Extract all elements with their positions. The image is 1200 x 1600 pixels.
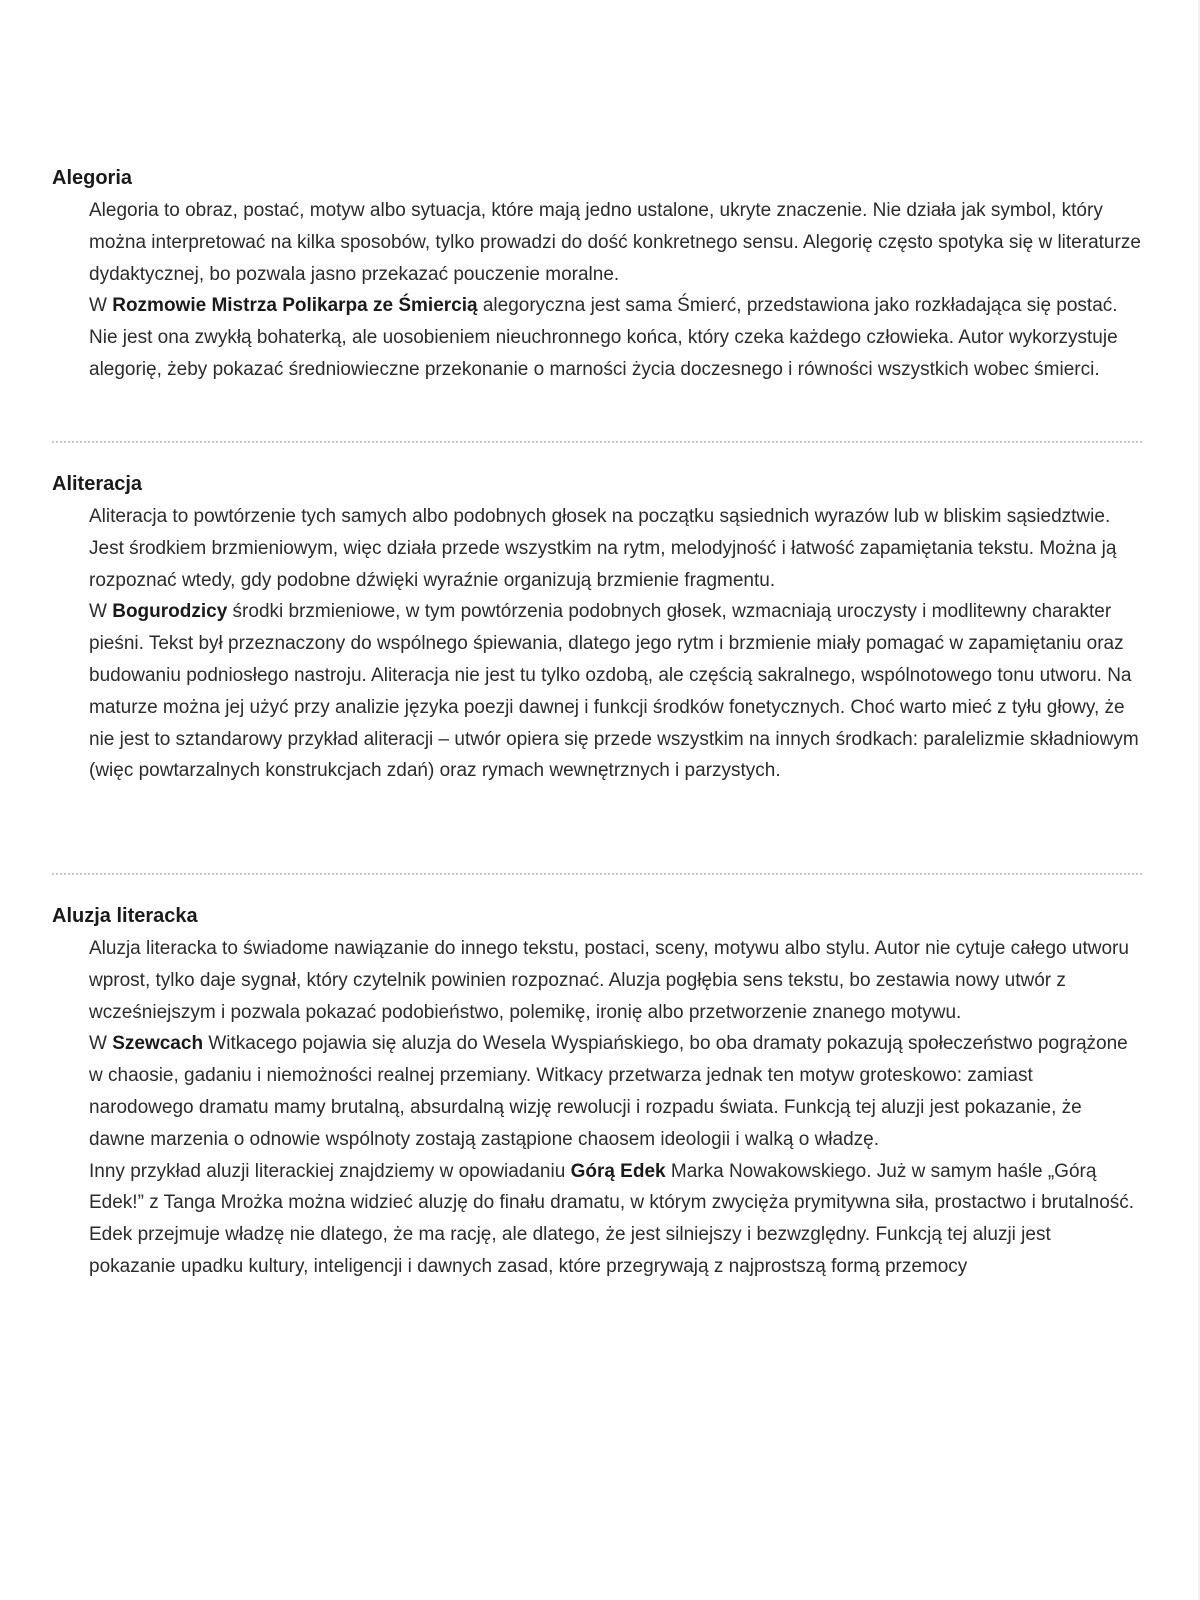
term-heading: Alegoria: [52, 167, 133, 189]
example-paragraph: [89, 596, 1142, 787]
glossary-entry-aliteracja: [52, 471, 1142, 787]
example-paragraph: [89, 290, 1142, 385]
term-definition: [89, 195, 1142, 386]
example-text: alegoryczna jest sama Śmierć, przedstawiona jako rozkładająca się postać. Nie jest ona zwykłą bohaterką, ale uosobieniem nieuchronnego końca, który czeka każdego człowieka. Autor wykorzystuje alegorię, żeby pokazać średniowieczne przekonanie o marności życia doczesnego i równości wszystkich wobec śmierci.: [89, 295, 1118, 380]
work-title: Bogurodzicy: [112, 601, 228, 623]
definition-paragraph: Aluzja literacka to świadome nawiązanie do innego tekstu, postaci, sceny, motywu albo stylu. Autor nie cytuje całego utworu wprost, tylko daje sygnał, który czytelnik powinien rozpoznać. Aluzja pogłębia sens tekstu, bo zestawia nowy utwór z wcześniejszym i pozwala pokazać podobieństwo, polemikę, ironię albo przetworzenie znanego motywu.: [89, 938, 1129, 1023]
example-text: środki brzmieniowe, w tym powtórzenia podobnych głosek, wzmacniają uroczysty i modlitewny charakter pieśni. Tekst był przeznaczony do wspólnego śpiewania, dlatego jego rytm i brzmienie miały pomagać w zapamiętaniu oraz budowaniu podniosłego nastroju. Aliteracja nie jest tu tylko ozdobą, ale częścią sakralnego, wspólnotowego tonu utworu. Na maturze można jej użyć przy analizie języka poezji dawnej i funkcji środków fonetycznych. Choć warto mieć z tyłu głowy, że nie jest to sztandarowy przykład aliteracji – utwór opiera się przede wszystkim na innych środkach: paralelizmie składniowym (więc powtarzalnych konstrukcjach zdań) oraz rymach wewnętrznych i parzystych.: [89, 601, 1139, 782]
example-prefix: W: [89, 295, 113, 317]
work-title: Rozmowie Mistrza Polikarpa ze Śmiercią: [112, 295, 478, 317]
term-definition: [89, 933, 1142, 1283]
definition-paragraph: Alegoria to obraz, postać, motyw albo sytuacja, które mają jedno ustalone, ukryte znaczenie. Nie działa jak symbol, który można interpretować na kilka sposobów, tylko prowadzi do dość konkretnego sensu. Alegorię często spotyka się w literaturze dydaktycznej, bo pozwala jasno przekazać pouczenie moralne.: [89, 200, 1141, 285]
example-text: Witkacego pojawia się aluzja do Wesela Wyspiańskiego, bo oba dramaty pokazują społeczeństwo pogrążone w chaosie, gadaniu i niemożności realnej przemiany. Witkacy przetwarza jednak ten motyw groteskowo: zamiast narodowego dramatu mamy brutalną, absurdalną wizję rewolucji i rozpadu świata. Funkcją tej aluzji jest pokazanie, że dawne marzenia o odnowie wspólnoty zostają zastąpione chaosem ideologii i walką o władzę.: [89, 1033, 1128, 1150]
example-text: Marka Nowakowskiego. Już w samym haśle „Górą Edek!” z Tanga Mrożka można widzieć aluzję do finału dramatu, w którym zwycięża prymitywna siła, prostactwo i brutalność. Edek przejmuje władzę nie dlatego, że ma rację, ale dlatego, że jest silniejszy i bezwzględny. Funkcją tej aluzji jest pokazanie upadku kultury, inteligencji i dawnych zasad, które przegrywają z najprostszą formą przemocy: [89, 1160, 1135, 1277]
work-title: Górą Edek: [570, 1160, 666, 1182]
example-paragraph: [89, 1028, 1142, 1155]
glossary-entry-alegoria: [52, 165, 1142, 386]
example-prefix: W: [89, 1033, 113, 1055]
section-divider: [52, 441, 1142, 443]
term-heading: Aliteracja: [52, 473, 143, 495]
term-definition: [89, 501, 1142, 787]
work-title: Szewcach: [112, 1033, 204, 1055]
example-paragraph: [89, 1156, 1142, 1283]
glossary-entry-aluzja-literacka: [52, 903, 1142, 1283]
example-prefix: W: [89, 601, 113, 623]
section-divider: [52, 873, 1142, 875]
example-prefix: Inny przykład aluzji literackiej znajdziemy w opowiadaniu: [89, 1160, 571, 1182]
term-heading: Aluzja literacka: [52, 905, 198, 927]
definition-paragraph: Aliteracja to powtórzenie tych samych albo podobnych głosek na początku sąsiednich wyrazów lub w bliskim sąsiedztwie. Jest środkiem brzmieniowym, więc działa przede wszystkim na rytm, melodyjność i łatwość zapamiętania tekstu. Można ją rozpoznać wtedy, gdy podobne dźwięki wyraźnie organizują brzmienie fragmentu.: [89, 506, 1117, 591]
